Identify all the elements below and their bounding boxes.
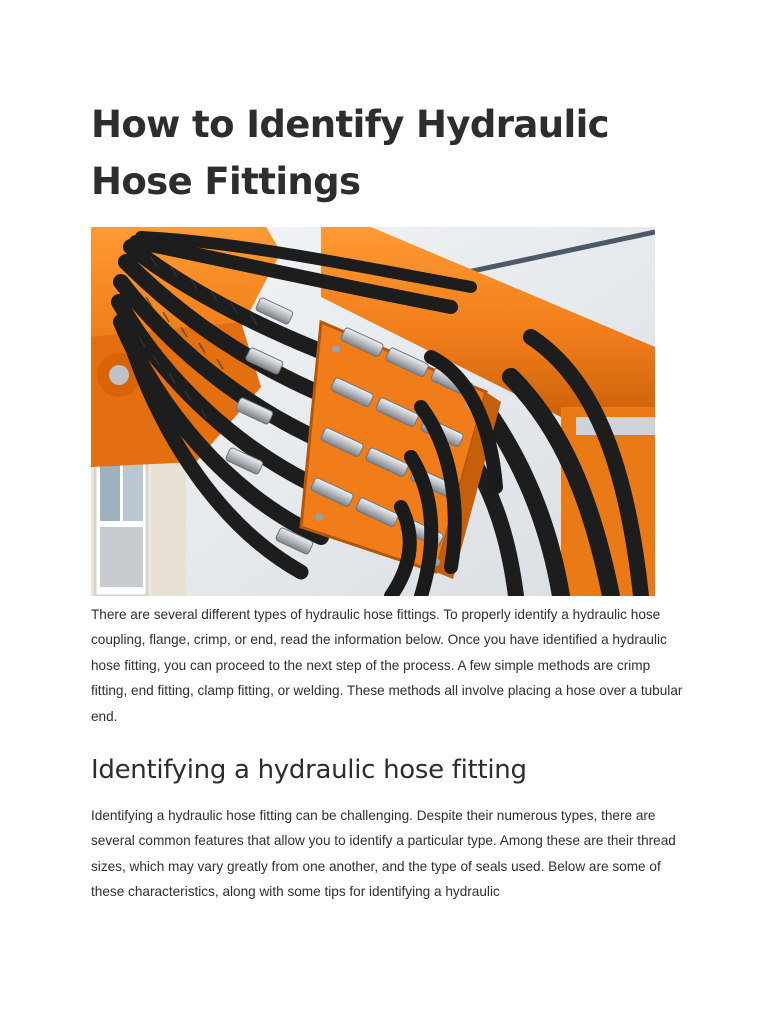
intro-paragraph: There are several different types of hydraulic hose fittings. To properly identify a hydraulic hose coupling, flange, crimp, or end, read the information below. Once you have identified a hydraulic hose fitting, you can proceed to the next step of the process. A few simple methods are crimp fitting, end fitting, clamp fitting, or welding. These methods all involve placing a hose over a tubular end. bbox=[91, 607, 683, 724]
hydraulic-hoses-illustration bbox=[91, 227, 655, 596]
section-paragraph: Identifying a hydraulic hose fitting can be challenging. Despite their numerous types, there are several common features that allow you to identify a particular type. Among these are their thread sizes, which may vary greatly from one another, and the type of seals used. Below are some of these characteristics, along with some tips for identifying a hydraulic bbox=[91, 808, 676, 900]
section-heading: Identifying a hydraulic hose fitting bbox=[91, 755, 527, 785]
hero-image-hydraulic-hoses bbox=[91, 227, 655, 596]
article-title: How to Identify Hydraulic Hose Fittings bbox=[91, 103, 610, 203]
